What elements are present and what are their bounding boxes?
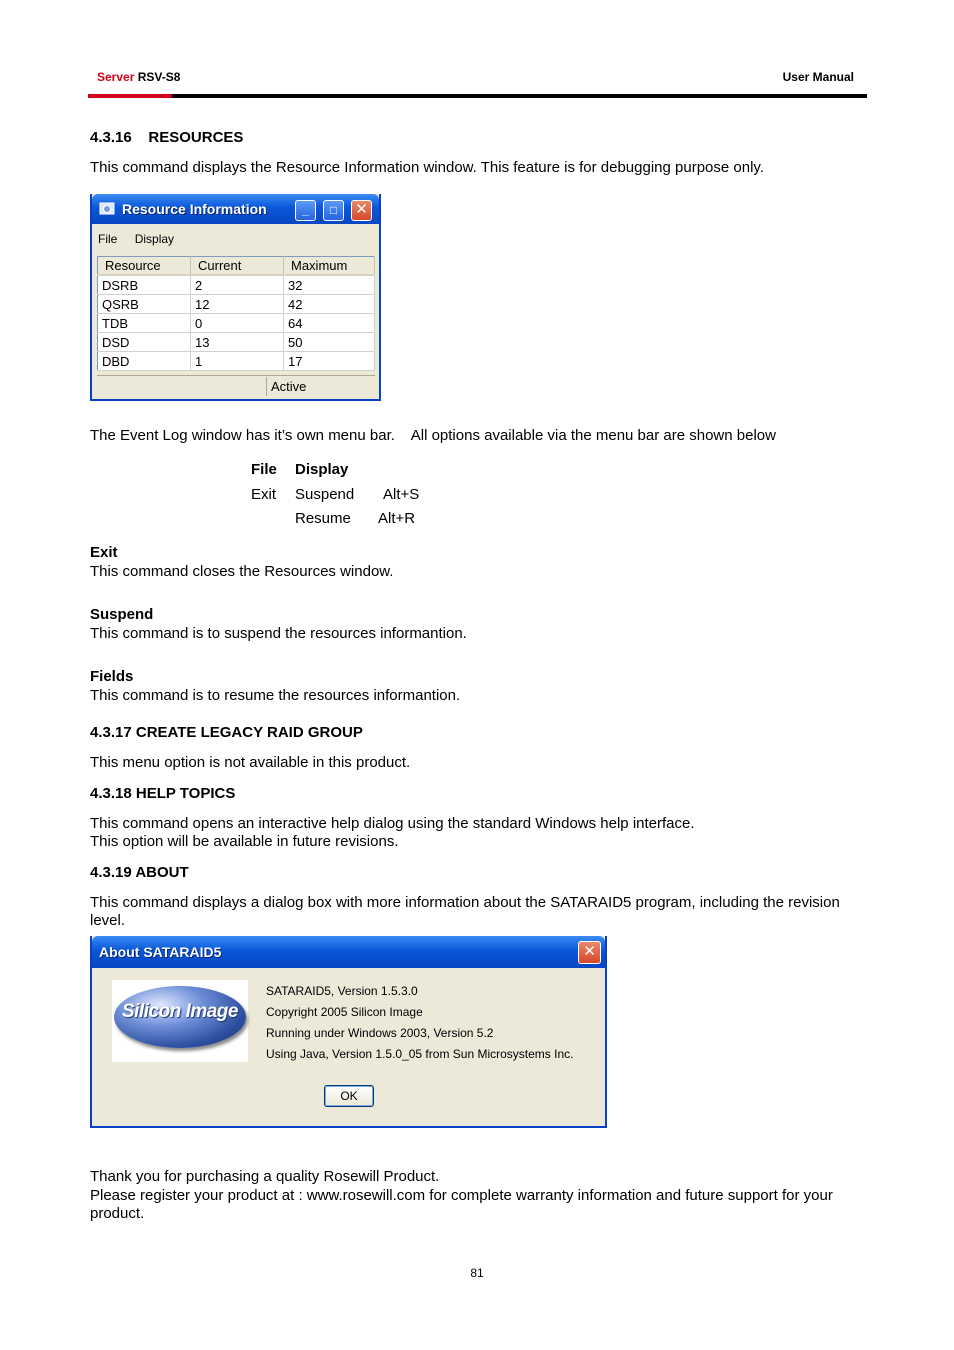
status-text: Active	[266, 377, 379, 396]
about-info	[266, 981, 573, 1065]
option-resume: Resume	[295, 510, 351, 527]
ok-button[interactable]: OK	[324, 1085, 374, 1107]
help-topics-line-1: This command opens an interactive help dialog using the standard Windows help interface.	[90, 815, 695, 832]
closing-thanks: Thank you for purchasing a quality Rosewill Product.	[90, 1168, 440, 1185]
cell-current: 13	[191, 333, 284, 352]
section-title: RESOURCES	[148, 129, 244, 146]
window-titlebar[interactable]	[92, 194, 379, 224]
suspend-heading: Suspend	[90, 606, 154, 623]
table-row[interactable]	[98, 295, 375, 314]
table-row[interactable]	[98, 314, 375, 333]
about-java: Using Java, Version 1.5.0_05 from Sun Microsystems Inc.	[266, 1047, 574, 1061]
section-heading-resources	[90, 129, 243, 146]
closing-register: Please register your product at : www.rosewill.com for complete warranty information and future support for your product.	[90, 1187, 833, 1222]
options-file-header: File	[251, 461, 277, 478]
header-rule-accent	[88, 94, 172, 98]
option-suspend: Suspend	[295, 486, 355, 503]
about-version: SATARAID5, Version 1.5.3.0	[266, 984, 418, 998]
resources-description: This command displays the Resource Information window. This feature is for debugging purpose only.	[90, 159, 764, 176]
suspend-description: This command is to suspend the resources informantion.	[90, 625, 467, 642]
logo-text: Silicon Image	[122, 1001, 238, 1022]
column-header-current[interactable]: Current	[191, 257, 284, 276]
column-header-maximum[interactable]: Maximum	[284, 257, 375, 276]
options-display-header: Display	[295, 461, 349, 478]
option-suspend-shortcut: Alt+S	[383, 486, 420, 503]
help-topics-line-2: This option will be available in future revisions.	[90, 833, 399, 850]
header-brand: Server	[97, 70, 135, 84]
section-heading-about: 4.3.19 ABOUT	[90, 864, 189, 881]
cell-current: 12	[191, 295, 284, 314]
table-row[interactable]	[98, 333, 375, 352]
table-row[interactable]	[98, 352, 375, 371]
page-number: 81	[470, 1266, 484, 1280]
about-titlebar[interactable]	[92, 936, 605, 968]
silicon-image-logo	[112, 980, 248, 1062]
resource-table	[97, 256, 375, 371]
about-description: This command displays a dialog box with more information about the SATARAID5 program, including the revision level.	[90, 894, 840, 929]
status-bar	[97, 375, 375, 396]
minimize-button[interactable]: _	[295, 200, 316, 221]
about-title: About SATARAID5	[99, 944, 222, 960]
header-product	[97, 70, 180, 84]
exit-heading: Exit	[90, 544, 118, 561]
close-button[interactable]: ✕	[578, 941, 601, 964]
menu-display[interactable]: Display	[134, 232, 175, 246]
cell-resource: TDB	[98, 314, 191, 333]
menu-bar	[98, 232, 188, 246]
cell-maximum: 50	[284, 333, 375, 352]
header-model: RSV-S8	[137, 70, 181, 84]
cell-maximum: 42	[284, 295, 375, 314]
event-log-description: The Event Log window has it’s own menu bar. All options available via the menu bar are shown below	[90, 427, 776, 444]
menu-file[interactable]: File	[98, 232, 118, 246]
about-window	[90, 936, 607, 1128]
cell-resource: DBD	[98, 352, 191, 371]
cell-current: 0	[191, 314, 284, 333]
header-doc-type: User Manual	[782, 70, 854, 84]
maximize-button[interactable]: □	[323, 200, 344, 221]
close-button[interactable]: ✕	[351, 200, 372, 221]
column-header-resource[interactable]: Resource	[98, 257, 191, 276]
cell-maximum: 64	[284, 314, 375, 333]
fields-heading: Fields	[90, 668, 134, 685]
table-header-row	[98, 257, 375, 276]
section-heading-help-topics: 4.3.18 HELP TOPICS	[90, 785, 236, 802]
option-resume-shortcut: Alt+R	[378, 510, 416, 527]
cell-resource: DSRB	[98, 275, 191, 295]
section-heading-create-legacy-raid: 4.3.17 CREATE LEGACY RAID GROUP	[90, 724, 363, 741]
create-legacy-raid-description: This menu option is not available in this product.	[90, 754, 411, 771]
about-os: Running under Windows 2003, Version 5.2	[266, 1026, 494, 1040]
table-row[interactable]	[98, 275, 375, 295]
header-rule	[88, 94, 867, 98]
cell-maximum: 32	[284, 275, 375, 295]
about-copyright: Copyright 2005 Silicon Image	[266, 1005, 423, 1019]
window-title: Resource Information	[122, 201, 267, 217]
cell-current: 2	[191, 275, 284, 295]
app-icon	[99, 201, 115, 217]
exit-description: This command closes the Resources window.	[90, 563, 394, 580]
cell-resource: QSRB	[98, 295, 191, 314]
cell-current: 1	[191, 352, 284, 371]
resource-information-window	[90, 194, 381, 401]
fields-description: This command is to resume the resources informantion.	[90, 687, 461, 704]
cell-resource: DSD	[98, 333, 191, 352]
cell-maximum: 17	[284, 352, 375, 371]
option-exit: Exit	[251, 486, 277, 503]
section-number: 4.3.16	[90, 129, 132, 146]
